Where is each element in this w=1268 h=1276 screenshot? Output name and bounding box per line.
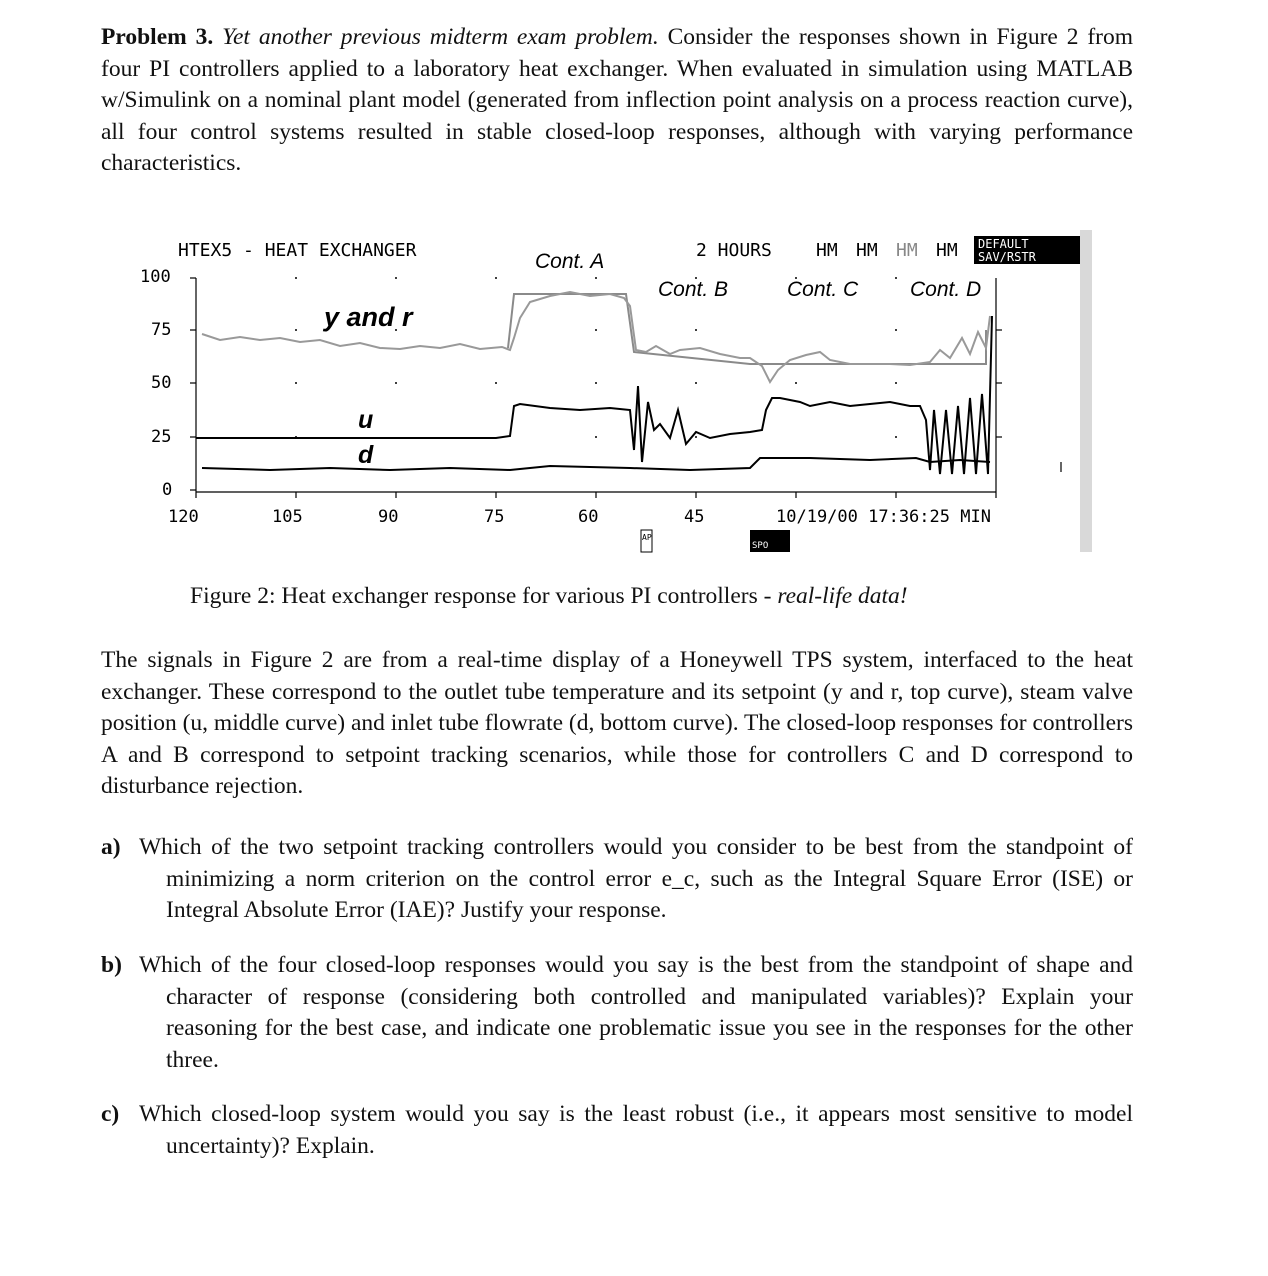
hm-label-3: HM <box>896 240 918 261</box>
marker-spo-text: SPO <box>752 541 769 551</box>
timestamp: 10/19/00 17:36:25 MIN <box>776 507 991 527</box>
label-d: d <box>358 441 374 469</box>
badge-top: DEFAULT <box>978 237 1029 251</box>
label-y-and-r: y and r <box>324 302 413 332</box>
body-paragraph: The signals in Figure 2 are from a real-time display of a Honeywell TPS system, interfaced to the heat exchanger. These correspond to the outlet tube temperature and its setpoint (y and r, top curve), steam valve position (u, middle curve) and inlet tube flowrate (d, bottom curve). The closed-loop responses for controllers A and B correspond to setpoint tracking scenarios, while those for controllers C and D correspond to disturbance rejection. <box>101 647 1133 800</box>
problem-intro <box>101 22 1133 180</box>
label-u: u <box>358 406 374 434</box>
y-tick-0: 0 <box>162 480 173 500</box>
question-c-label: c) <box>101 1101 120 1127</box>
problem-subtitle: Yet another previous midterm exam problem. <box>222 24 659 50</box>
question-a <box>101 832 1133 927</box>
problem-label: Problem 3. <box>101 24 214 50</box>
x-tick-105: 105 <box>272 507 303 527</box>
temperature-curve <box>202 292 990 382</box>
x-tick-120: 120 <box>168 507 199 527</box>
x-tick-60: 60 <box>578 507 599 527</box>
y-tick-50: 50 <box>151 373 172 393</box>
question-c-text: Which closed-loop system would you say is the least robust (i.e., it appears most sensitive to model uncertainty)? Explain. <box>139 1101 1133 1159</box>
figure-caption <box>190 583 908 610</box>
setpoint-curve <box>508 294 986 364</box>
badge-bottom: SAV/RSTR <box>978 250 1036 264</box>
hm-label-2: HM <box>856 240 878 261</box>
x-tick-45: 45 <box>684 507 705 527</box>
question-b <box>101 950 1133 1076</box>
question-c <box>101 1099 1133 1162</box>
y-tick-75: 75 <box>151 320 172 340</box>
y-tick-100: 100 <box>140 267 171 287</box>
figure-scroll-strip <box>1080 230 1092 552</box>
flowrate-curve <box>202 458 990 470</box>
marker-spo <box>750 530 790 552</box>
marker-ap <box>641 530 652 552</box>
caption-text: Figure 2: Heat exchanger response for various PI controllers - <box>190 583 778 609</box>
hm-label-4: HM <box>936 240 958 261</box>
header-left: HTEX5 - HEAT EXCHANGER <box>178 240 417 261</box>
y-tick-25: 25 <box>151 427 172 447</box>
question-b-text: Which of the four closed-loop responses would you say is the best from the standpoint of shape and character of response (considering both controlled and manipulated variables)? Explain your reasoning for the best case, and indicate one problematic issue you see in the responses for the other three. <box>139 952 1133 1073</box>
header-right: 2 HOURS <box>696 240 772 261</box>
caption-emphasis: real-life data! <box>777 583 908 609</box>
problem-text: Consider the responses shown in Figure 2 from four PI controllers applied to a laboratory heat exchanger. When evaluated in simulation using MATLAB w/Simulink on a nominal plant model (generated from inflection point analysis on a process reaction curve), all four control systems resulted in stable closed-loop responses, although with varying performance characteristics. <box>101 24 1134 177</box>
x-tick-75: 75 <box>484 507 505 527</box>
question-a-text: Which of the two setpoint tracking controllers would you consider to be best from the standpoint of minimizing a norm criterion on the control error e_c, such as the Integral Square Error (ISE) or Integral Absolute Error (IAE)? Justify your response. <box>139 834 1133 924</box>
question-b-label: b) <box>101 952 122 978</box>
label-cont-a: Cont. A <box>535 250 605 273</box>
hm-label-1: HM <box>816 240 838 261</box>
x-tick-90: 90 <box>378 507 399 527</box>
question-a-label: a) <box>101 834 121 860</box>
label-cont-d: Cont. D <box>910 278 982 301</box>
label-cont-b: Cont. B <box>658 278 729 301</box>
marker-ap-text: AP <box>642 533 652 542</box>
heat-exchanger-figure <box>130 230 1092 555</box>
label-cont-c: Cont. C <box>787 278 859 301</box>
